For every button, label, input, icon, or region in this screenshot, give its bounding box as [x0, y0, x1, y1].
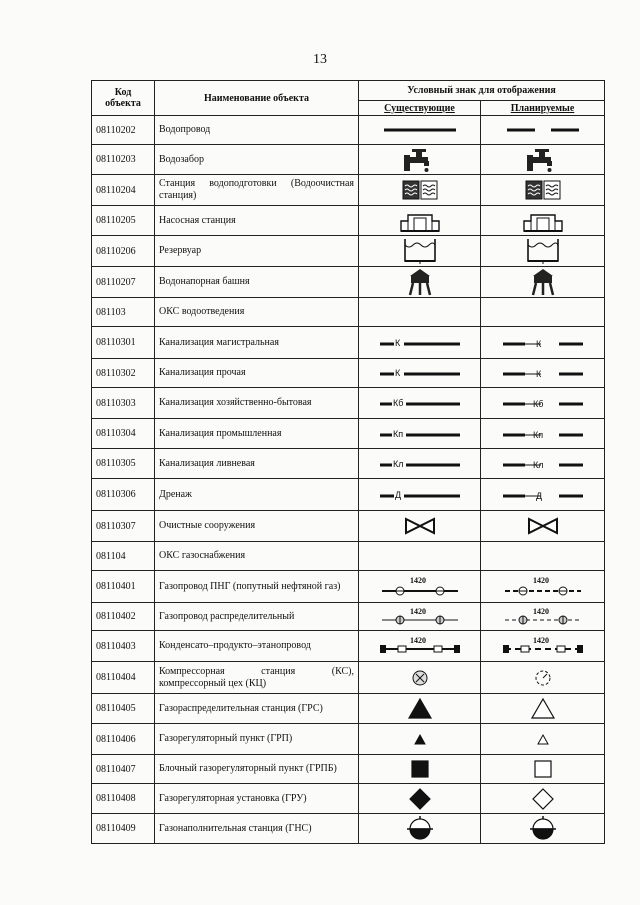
svg-text:1420: 1420: [409, 606, 426, 616]
svg-text:К: К: [394, 337, 400, 348]
square-icon: [363, 757, 476, 781]
symbol-existing: [359, 724, 481, 755]
triangle-large-icon: [485, 696, 600, 722]
table-row: [92, 511, 605, 542]
svg-text:Кб: Кб: [392, 398, 403, 408]
symbol-existing: [359, 206, 481, 236]
gas-filling-icon: [485, 815, 600, 843]
gas-filling-icon: [363, 815, 476, 843]
table-row: [92, 755, 605, 784]
table-row: [92, 236, 605, 267]
table-row: [92, 267, 605, 298]
svg-text:К: К: [394, 368, 400, 378]
symbol-existing: [359, 388, 481, 419]
symbol-existing: [359, 784, 481, 814]
water-pipe-line-icon: [363, 120, 476, 140]
treatment-valve-icon: [485, 515, 600, 537]
object-name: Дренаж: [155, 479, 359, 511]
symbol-existing: [359, 359, 481, 388]
svg-text:К: К: [535, 338, 541, 349]
symbol-planned: [481, 479, 605, 511]
pump-station-icon: [485, 209, 600, 233]
triangle-small-icon: [485, 728, 600, 750]
symbol-existing: [359, 449, 481, 479]
svg-text:Кп: Кп: [392, 428, 403, 439]
pump-station-icon: [363, 209, 476, 233]
object-name: Резервуар: [155, 236, 359, 267]
svg-text:Кб: Кб: [532, 399, 543, 409]
object-name: Газонаполнительная станция (ГНС): [155, 814, 359, 844]
svg-text:Д: Д: [535, 490, 542, 501]
gas-pipe-dist-icon: [485, 606, 600, 628]
object-code: 08110206: [92, 236, 155, 267]
object-name: Газораспределительная станция (ГРС): [155, 694, 359, 724]
object-code: 08110401: [92, 571, 155, 603]
table-row: [92, 784, 605, 814]
object-name: Газорегуляторный пункт (ГРП): [155, 724, 359, 755]
water-treatment-icon: [363, 178, 476, 202]
object-name: Канализация промышленная: [155, 419, 359, 449]
water-intake-tap-icon: [363, 147, 476, 173]
object-code: 08110408: [92, 784, 155, 814]
object-name: Водозабор: [155, 145, 359, 175]
svg-text:1420: 1420: [532, 636, 549, 645]
object-name: Насосная станция: [155, 206, 359, 236]
condensate-pipe-icon: [363, 635, 476, 657]
svg-text:1420: 1420: [532, 606, 549, 616]
symbol-planned: [481, 175, 605, 206]
gas-pipe-dist-icon: [363, 606, 476, 628]
sewer-line-icon: [363, 392, 476, 414]
table-row: [92, 388, 605, 419]
symbol-existing: [359, 419, 481, 449]
diamond-icon: [363, 787, 476, 811]
symbol-existing: [359, 814, 481, 844]
sewer-line-icon: [485, 362, 600, 384]
table-row: [92, 571, 605, 603]
header-name: Наименование объекта: [155, 81, 359, 116]
header-planned: Планируемые: [481, 101, 605, 116]
table-row: [92, 449, 605, 479]
symbol-planned: [481, 449, 605, 479]
object-code: 08110405: [92, 694, 155, 724]
reservoir-icon: [485, 237, 600, 265]
object-name: ОКС водоотведения: [155, 298, 359, 327]
gas-pipe-png-icon: [363, 575, 476, 599]
condensate-pipe-icon: [485, 635, 600, 657]
svg-text:Д: Д: [394, 489, 401, 500]
symbol-existing: [359, 631, 481, 662]
object-code: 08110203: [92, 145, 155, 175]
table-row: [92, 327, 605, 359]
object-name: Конденсато–продукто–этанопровод: [155, 631, 359, 662]
compressor-icon: [485, 666, 600, 690]
symbol-planned: [481, 814, 605, 844]
symbol-existing: [359, 236, 481, 267]
symbol-planned: [481, 662, 605, 694]
symbol-existing: [359, 542, 481, 571]
symbol-planned: [481, 511, 605, 542]
water-tower-icon: [485, 267, 600, 297]
svg-text:1420: 1420: [409, 575, 426, 585]
symbol-planned: [481, 603, 605, 631]
symbol-existing: [359, 116, 481, 145]
object-name: Водонапорная башня: [155, 267, 359, 298]
symbol-planned: [481, 236, 605, 267]
object-code: 08110302: [92, 359, 155, 388]
header-code: Код объекта: [92, 81, 155, 116]
object-code: 08110301: [92, 327, 155, 359]
object-name: Станция водоподготовки (Водоочистная станция): [155, 175, 359, 206]
symbol-planned: [481, 145, 605, 175]
reservoir-icon: [363, 237, 476, 265]
symbol-planned: [481, 542, 605, 571]
svg-text:Кл: Кл: [392, 458, 403, 469]
table-row: [92, 694, 605, 724]
symbol-planned: [481, 359, 605, 388]
symbol-planned: [481, 724, 605, 755]
object-name: Водопровод: [155, 116, 359, 145]
sewer-line-icon: [485, 484, 600, 506]
object-code: 08110303: [92, 388, 155, 419]
sewer-line-icon: [363, 484, 476, 506]
object-name: Газорегуляторная установка (ГРУ): [155, 784, 359, 814]
sewer-line-icon: [363, 453, 476, 475]
object-code: 08110305: [92, 449, 155, 479]
object-code: 08110409: [92, 814, 155, 844]
sewer-line-icon: [485, 423, 600, 445]
table-row: [92, 206, 605, 236]
table-row: [92, 542, 605, 571]
sewer-line-icon: [485, 332, 600, 354]
object-code: 08110304: [92, 419, 155, 449]
sewer-line-icon: [363, 362, 476, 384]
table-row: [92, 724, 605, 755]
water-tower-icon: [363, 267, 476, 297]
svg-text:1420: 1420: [532, 575, 549, 585]
water-treatment-icon: [485, 178, 600, 202]
water-intake-tap-icon: [485, 147, 600, 173]
symbol-planned: [481, 571, 605, 603]
table-row: [92, 175, 605, 206]
object-code: 081104: [92, 542, 155, 571]
table-row: [92, 631, 605, 662]
symbol-existing: [359, 755, 481, 784]
symbol-planned: [481, 784, 605, 814]
object-code: 08110205: [92, 206, 155, 236]
table-row: [92, 116, 605, 145]
symbol-existing: [359, 571, 481, 603]
table-row: [92, 479, 605, 511]
symbol-existing: [359, 511, 481, 542]
triangle-small-icon: [363, 728, 476, 750]
svg-text:Кп: Кп: [532, 429, 543, 440]
symbol-planned: [481, 206, 605, 236]
object-code: 08110204: [92, 175, 155, 206]
sewer-line-icon: [485, 453, 600, 475]
table-row: [92, 298, 605, 327]
sewer-line-icon: [485, 392, 600, 414]
svg-text:1420: 1420: [409, 636, 426, 645]
object-code: 08110402: [92, 603, 155, 631]
symbol-existing: [359, 603, 481, 631]
symbol-planned: [481, 631, 605, 662]
symbol-existing: [359, 662, 481, 694]
object-name: Канализация магистральная: [155, 327, 359, 359]
gas-pipe-png-icon: [485, 575, 600, 599]
symbol-planned: [481, 755, 605, 784]
symbol-existing: [359, 175, 481, 206]
object-code: 08110306: [92, 479, 155, 511]
square-icon: [485, 757, 600, 781]
symbol-planned: [481, 694, 605, 724]
object-name: Газопровод распределительный: [155, 603, 359, 631]
svg-text:К: К: [535, 369, 541, 379]
symbol-existing: [359, 267, 481, 298]
diamond-icon: [485, 787, 600, 811]
object-code: 081103: [92, 298, 155, 327]
treatment-valve-icon: [363, 515, 476, 537]
sewer-line-icon: [363, 332, 476, 354]
symbol-planned: [481, 298, 605, 327]
table-row: [92, 419, 605, 449]
object-code: 08110407: [92, 755, 155, 784]
water-pipe-line-icon: [485, 120, 600, 140]
object-code: 08110307: [92, 511, 155, 542]
object-name: Канализация ливневая: [155, 449, 359, 479]
object-code: 08110403: [92, 631, 155, 662]
symbol-planned: [481, 116, 605, 145]
object-name: Очистные сооружения: [155, 511, 359, 542]
symbol-existing: [359, 145, 481, 175]
symbol-planned: [481, 419, 605, 449]
object-code: 08110406: [92, 724, 155, 755]
symbol-planned: [481, 267, 605, 298]
object-code: 08110207: [92, 267, 155, 298]
object-code: 08110202: [92, 116, 155, 145]
symbol-existing: [359, 694, 481, 724]
compressor-icon: [363, 666, 476, 690]
symbol-existing: [359, 327, 481, 359]
symbol-existing: [359, 479, 481, 511]
object-name: Газопровод ПНГ (попутный нефтяной газ): [155, 571, 359, 603]
table-row: [92, 662, 605, 694]
table-row: [92, 814, 605, 844]
object-name: Канализация хозяйственно-бытовая: [155, 388, 359, 419]
triangle-large-icon: [363, 696, 476, 722]
symbol-existing: [359, 298, 481, 327]
object-name: ОКС газоснабжения: [155, 542, 359, 571]
legend-table: [91, 80, 605, 844]
object-name: Компрессорная станция (КС), компрессорный цех (КЦ): [155, 662, 359, 694]
object-name: Канализация прочая: [155, 359, 359, 388]
table-row: [92, 145, 605, 175]
page-number: 13: [313, 52, 327, 67]
header-existing: Существующие: [359, 101, 481, 116]
symbol-planned: [481, 327, 605, 359]
svg-text:Кл: Кл: [532, 459, 543, 470]
table-row: [92, 603, 605, 631]
header-symbol-group: Условный знак для отображения: [359, 81, 605, 101]
object-name: Блочный газорегуляторный пункт (ГРПБ): [155, 755, 359, 784]
symbol-planned: [481, 388, 605, 419]
object-code: 08110404: [92, 662, 155, 694]
table-row: [92, 359, 605, 388]
sewer-line-icon: [363, 423, 476, 445]
